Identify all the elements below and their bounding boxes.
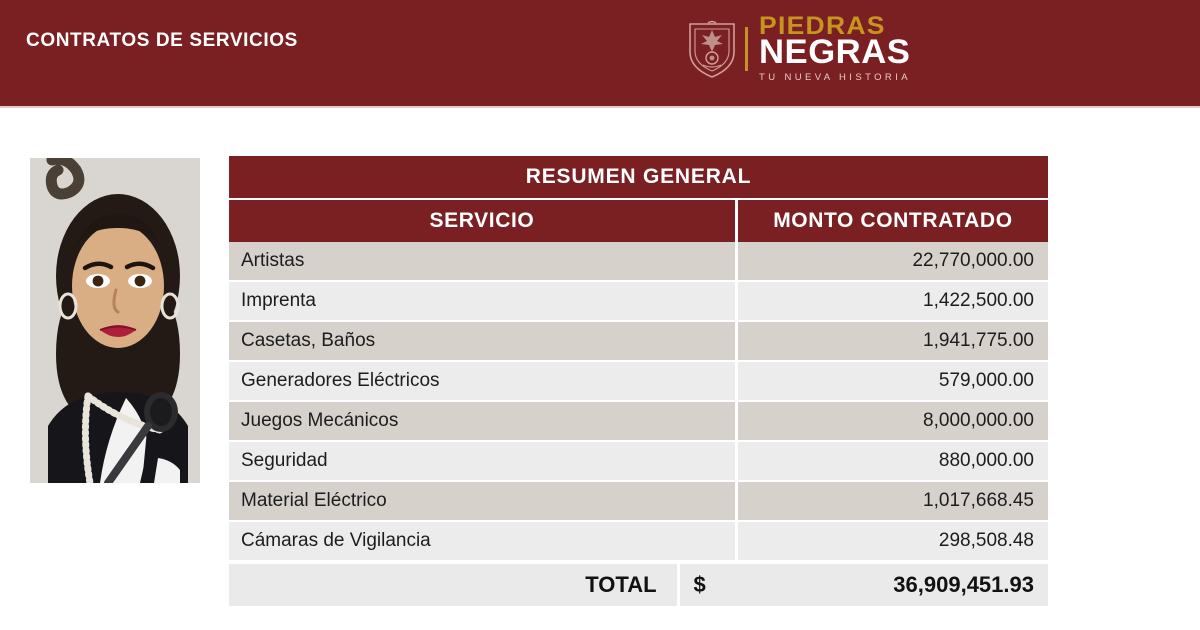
table-title: RESUMEN GENERAL — [229, 156, 1048, 198]
cell-amount: 298,508.48 — [738, 522, 1048, 562]
table-row — [229, 442, 1048, 482]
logo-line-piedras: PIEDRAS — [759, 12, 886, 41]
table-row — [229, 322, 1048, 362]
cell-service: Artistas — [229, 242, 738, 282]
column-header-servicio: SERVICIO — [229, 200, 738, 242]
logo-wordmark — [759, 12, 911, 83]
cell-amount: 22,770,000.00 — [738, 242, 1048, 282]
cell-service: Imprenta — [229, 282, 738, 322]
cell-amount: 8,000,000.00 — [738, 402, 1048, 442]
coat-of-arms-eagle-icon — [686, 18, 738, 80]
table-row — [229, 282, 1048, 322]
table-row — [229, 482, 1048, 522]
table-title-row — [229, 156, 1048, 198]
cell-service: Juegos Mecánicos — [229, 402, 738, 442]
total-amount: 36,909,451.93 — [738, 562, 1048, 606]
table-row — [229, 402, 1048, 442]
city-logo — [686, 14, 911, 84]
logo-divider — [745, 27, 748, 71]
table-header-row — [229, 200, 1048, 242]
total-currency-symbol: $ — [680, 562, 738, 606]
logo-line-negras: NEGRAS — [759, 33, 911, 72]
cell-amount: 880,000.00 — [738, 442, 1048, 482]
cell-service: Casetas, Baños — [229, 322, 738, 362]
page-title: CONTRATOS DE SERVICIOS — [26, 30, 298, 51]
summary-table — [229, 156, 1048, 606]
cell-service: Cámaras de Vigilancia — [229, 522, 738, 562]
cell-amount: 1,422,500.00 — [738, 282, 1048, 322]
column-header-monto: MONTO CONTRATADO — [738, 200, 1048, 242]
table-row — [229, 242, 1048, 282]
cell-amount: 579,000.00 — [738, 362, 1048, 402]
speaker-photo — [30, 158, 200, 483]
logo-tagline: TU NUEVA HISTORIA — [759, 71, 911, 83]
header-band — [0, 0, 1200, 108]
cell-service: Material Eléctrico — [229, 482, 738, 522]
cell-amount: 1,017,668.45 — [738, 482, 1048, 522]
cell-service: Seguridad — [229, 442, 738, 482]
cell-amount: 1,941,775.00 — [738, 322, 1048, 362]
table-row — [229, 362, 1048, 402]
table-total-row — [229, 562, 1048, 606]
total-label: TOTAL — [229, 562, 680, 606]
table-row — [229, 522, 1048, 562]
cell-service: Generadores Eléctricos — [229, 362, 738, 402]
